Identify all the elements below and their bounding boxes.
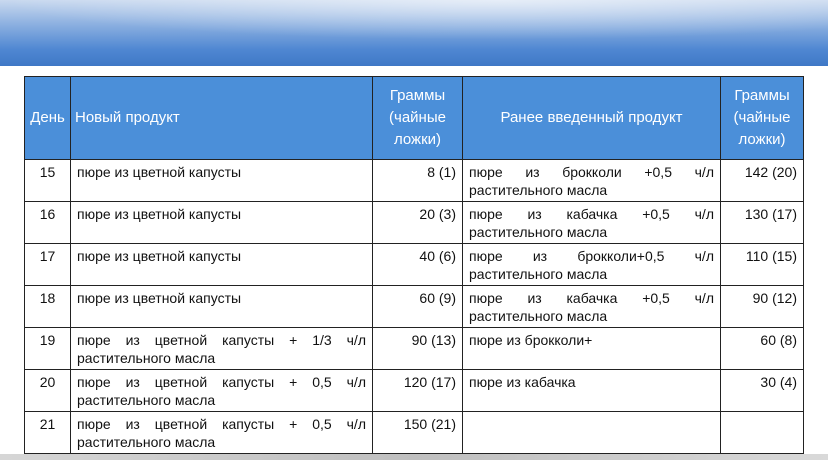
cell-grams-previous: 142 (20) <box>721 160 804 202</box>
cell-new-product: пюре из цветной капусты + 0,5 ч/л растительного масла <box>71 412 373 454</box>
table-row <box>25 328 804 370</box>
table-row <box>25 412 804 454</box>
cell-grams-new: 20 (3) <box>373 202 463 244</box>
cell-new-product: пюре из цветной капусты + 0,5 ч/л растительного масла <box>71 370 373 412</box>
cell-previous-product: пюре из брокколи +0,5 ч/л растительного масла <box>463 160 721 202</box>
cell-new-product: пюре из цветной капусты <box>71 202 373 244</box>
cell-day: 18 <box>25 286 71 328</box>
header-new-product: Новый продукт <box>71 77 373 160</box>
cell-grams-new: 60 (9) <box>373 286 463 328</box>
cell-previous-product: пюре из кабачка +0,5 ч/л растительного масла <box>463 286 721 328</box>
header-grams-new: Граммы (чайные ложки) <box>373 77 463 160</box>
table-header-row <box>25 77 804 160</box>
table-row <box>25 286 804 328</box>
cell-grams-new: 150 (21) <box>373 412 463 454</box>
cell-grams-previous: 60 (8) <box>721 328 804 370</box>
footer-strip <box>0 454 828 460</box>
cell-grams-previous <box>721 412 804 454</box>
cell-grams-new: 90 (13) <box>373 328 463 370</box>
cell-day: 15 <box>25 160 71 202</box>
cell-new-product: пюре из цветной капусты + 1/3 ч/л растительного масла <box>71 328 373 370</box>
cell-new-product: пюре из цветной капусты <box>71 244 373 286</box>
cell-grams-new: 40 (6) <box>373 244 463 286</box>
cell-grams-previous: 90 (12) <box>721 286 804 328</box>
cell-day: 19 <box>25 328 71 370</box>
cell-grams-previous: 110 (15) <box>721 244 804 286</box>
header-day: День <box>25 77 71 160</box>
cell-previous-product: пюре из брокколи+ <box>463 328 721 370</box>
feeding-schedule-table <box>24 76 804 454</box>
table-row <box>25 244 804 286</box>
cell-new-product: пюре из цветной капусты <box>71 286 373 328</box>
cell-previous-product <box>463 412 721 454</box>
cell-new-product: пюре из цветной капусты <box>71 160 373 202</box>
cell-day: 16 <box>25 202 71 244</box>
header-banner <box>0 0 828 66</box>
cell-grams-previous: 130 (17) <box>721 202 804 244</box>
table-row <box>25 160 804 202</box>
cell-previous-product: пюре из брокколи+0,5 ч/л растительного масла <box>463 244 721 286</box>
cell-grams-new: 8 (1) <box>373 160 463 202</box>
cell-day: 21 <box>25 412 71 454</box>
header-grams-previous: Граммы (чайные ложки) <box>721 77 804 160</box>
cell-previous-product: пюре из кабачка <box>463 370 721 412</box>
table-row <box>25 202 804 244</box>
cell-day: 17 <box>25 244 71 286</box>
table-row <box>25 370 804 412</box>
cell-grams-previous: 30 (4) <box>721 370 804 412</box>
cell-day: 20 <box>25 370 71 412</box>
cell-previous-product: пюре из кабачка +0,5 ч/л растительного масла <box>463 202 721 244</box>
header-previous-product: Ранее введенный продукт <box>463 77 721 160</box>
cell-grams-new: 120 (17) <box>373 370 463 412</box>
